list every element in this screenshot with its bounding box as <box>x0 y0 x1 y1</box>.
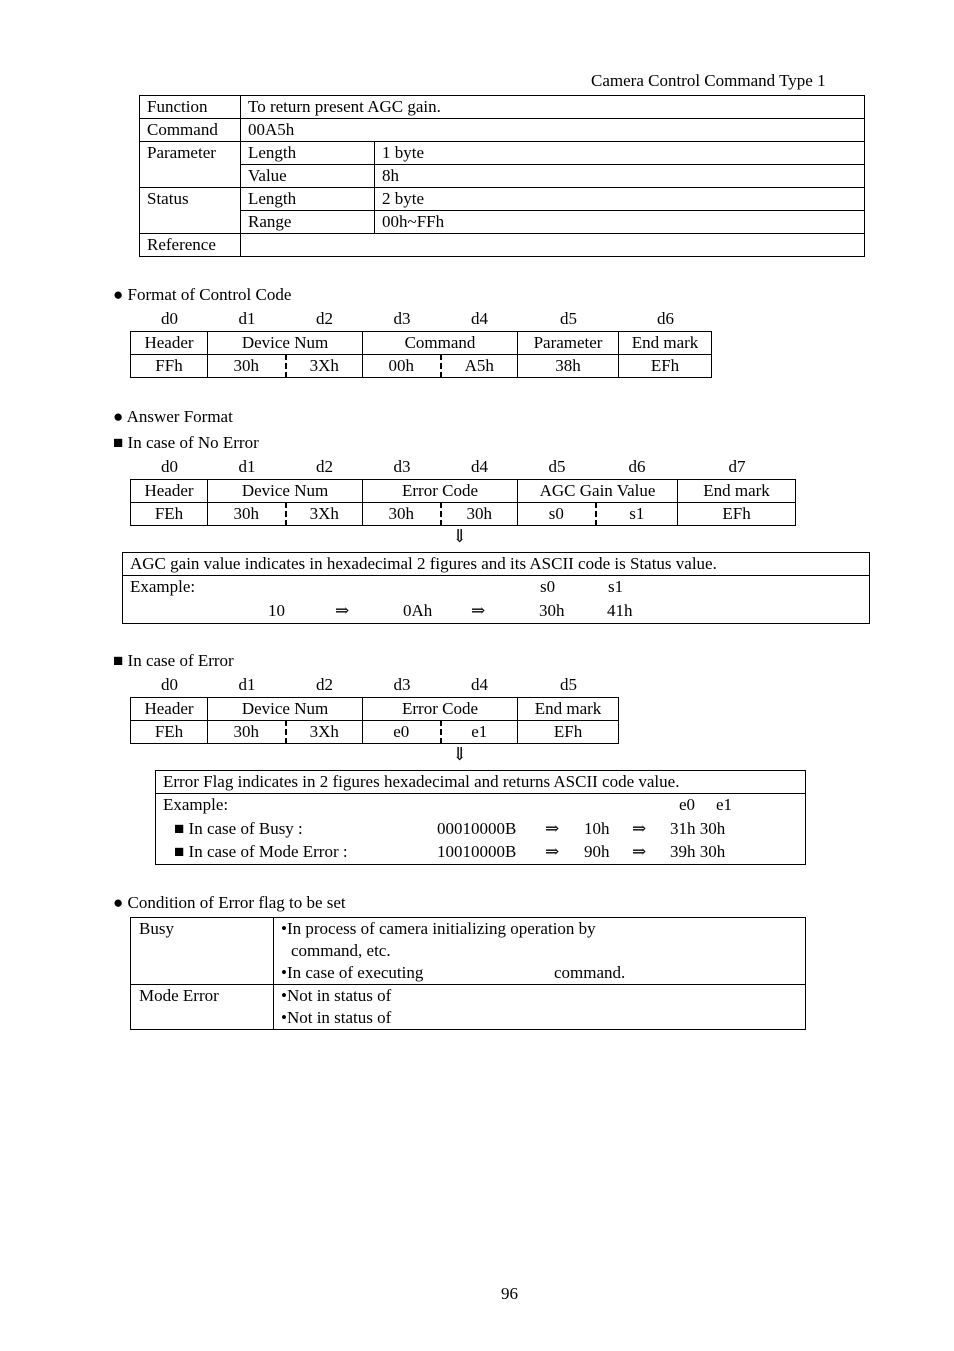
answer-byte-labels <box>131 457 796 477</box>
field-header: Header <box>131 480 208 503</box>
field-header: Header <box>131 332 208 355</box>
value-cell: FFh <box>131 355 208 378</box>
command-spec-table <box>139 95 865 257</box>
value-cell: EFh <box>619 355 712 378</box>
s1-label: s1 <box>608 577 624 596</box>
byte-label: d0 <box>161 675 178 694</box>
function-label: Function <box>140 96 241 119</box>
right-arrow-icon: ⇒ <box>545 819 560 838</box>
condition-busy-label: Busy <box>139 919 174 938</box>
param-value-label: Value <box>241 165 375 188</box>
byte-label: d2 <box>316 309 333 328</box>
busy-example-row: ■ In case of Busy : <box>174 819 303 838</box>
command-value: 00A5h <box>241 119 865 142</box>
byte-label: d0 <box>161 457 178 476</box>
agc-note-box <box>122 552 870 624</box>
condition-busy-line: command. <box>554 963 626 982</box>
binary-value: 10010000B <box>437 842 517 861</box>
byte-label: d3 <box>393 675 411 694</box>
value-cell: 38h <box>518 355 619 378</box>
status-range-label: Range <box>241 211 375 234</box>
field-error-code: Error Code <box>363 480 518 503</box>
ascii-value: 31h 30h <box>670 819 726 838</box>
error-note-box <box>155 770 806 865</box>
byte-label: d4 <box>471 457 488 476</box>
answer-format-heading: ● Answer Format <box>113 407 233 426</box>
value-cell: 30h <box>363 503 441 526</box>
s1-value: 41h <box>607 601 633 620</box>
byte-label: d4 <box>471 309 488 328</box>
value-cell: 30h <box>441 503 518 526</box>
status-range-value: 00h~FFh <box>375 211 865 234</box>
condition-mode-error-label: Mode Error <box>139 986 219 1005</box>
right-arrow-icon: ⇒ <box>545 842 560 861</box>
byte-label: d1 <box>238 309 256 328</box>
square-bullet-icon: ■ <box>113 651 124 670</box>
parameter-label: Parameter <box>140 142 241 188</box>
value-cell: e0 <box>363 721 441 744</box>
byte-label: d0 <box>161 309 178 328</box>
param-length-value: 1 byte <box>375 142 865 165</box>
function-value: To return present AGC gain. <box>241 96 865 119</box>
status-label: Status <box>140 188 241 234</box>
param-value-value: 8h <box>375 165 865 188</box>
error-table <box>130 697 619 744</box>
square-bullet-icon: ■ <box>113 433 124 452</box>
condition-mode-error-line: •Not in status of <box>281 986 392 1005</box>
condition-busy-line: •In case of executing <box>281 963 424 982</box>
circle-bullet-icon: ● <box>113 407 124 426</box>
byte-label: d5 <box>560 309 577 328</box>
hex-value: 0Ah <box>403 601 433 620</box>
binary-value: 00010000B <box>437 819 517 838</box>
control-code-heading: ● Format of Control Code <box>113 285 292 304</box>
answer-no-error-table <box>130 479 796 526</box>
field-device-num: Device Num <box>208 332 363 355</box>
field-parameter: Parameter <box>518 332 619 355</box>
condition-busy-line: •In process of camera initializing operation by <box>281 919 596 938</box>
mode-error-example-row: ■ In case of Mode Error : <box>174 842 348 861</box>
square-bullet-icon: ■ <box>174 842 185 861</box>
error-heading: ■ In case of Error <box>113 651 234 670</box>
command-label: Command <box>140 119 241 142</box>
byte-label: d1 <box>238 457 256 476</box>
down-arrow-icon: ⇓ <box>452 526 468 546</box>
value-cell: FEh <box>131 721 208 744</box>
byte-label: d3 <box>393 309 411 328</box>
decimal-value: 10 <box>268 601 285 620</box>
example-label: Example: <box>163 795 229 814</box>
byte-label: d6 <box>628 457 646 476</box>
value-cell: s0 <box>518 503 596 526</box>
value-cell: 30h <box>208 721 286 744</box>
s0-label: s0 <box>540 577 556 596</box>
reference-value <box>241 234 865 257</box>
condition-busy-line: command, etc. <box>291 941 391 960</box>
field-end-mark: End mark <box>518 698 619 721</box>
value-cell: 30h <box>208 503 286 526</box>
value-cell: e1 <box>441 721 518 744</box>
control-code-table <box>130 331 712 378</box>
right-arrow-icon: ⇒ <box>632 819 647 838</box>
value-cell: EFh <box>678 503 796 526</box>
value-cell: s1 <box>596 503 678 526</box>
field-end-mark: End mark <box>678 480 796 503</box>
value-cell: 30h <box>208 355 286 378</box>
error-note-text: Error Flag indicates in 2 figures hexadecimal and returns ASCII code value. <box>156 771 805 794</box>
value-cell: FEh <box>131 503 208 526</box>
right-arrow-icon: ⇒ <box>471 601 486 620</box>
value-cell: EFh <box>518 721 619 744</box>
conditions-table <box>130 917 806 1030</box>
square-bullet-icon: ■ <box>174 819 185 838</box>
e1-label: e1 <box>716 795 733 814</box>
e0-label: e0 <box>679 795 696 814</box>
s0-value: 30h <box>539 601 565 620</box>
circle-bullet-icon: ● <box>113 285 124 304</box>
error-byte-labels <box>131 675 619 695</box>
ascii-value: 39h 30h <box>670 842 726 861</box>
param-length-label: Length <box>241 142 375 165</box>
field-end-mark: End mark <box>619 332 712 355</box>
field-error-code: Error Code <box>363 698 518 721</box>
status-length-label: Length <box>241 188 375 211</box>
byte-label: d2 <box>316 457 333 476</box>
hex-value: 10h <box>584 819 610 838</box>
right-arrow-icon: ⇒ <box>632 842 647 861</box>
byte-label: d2 <box>316 675 333 694</box>
control-code-byte-labels <box>131 309 712 329</box>
byte-label: d7 <box>728 457 746 476</box>
right-arrow-icon: ⇒ <box>335 601 350 620</box>
field-device-num: Device Num <box>208 480 363 503</box>
value-cell: 3Xh <box>286 503 363 526</box>
reference-label: Reference <box>140 234 241 257</box>
field-device-num: Device Num <box>208 698 363 721</box>
value-cell: 3Xh <box>286 721 363 744</box>
row-divider <box>131 984 805 985</box>
hex-value: 90h <box>584 842 610 861</box>
example-label: Example: <box>130 577 196 596</box>
byte-label: d5 <box>548 457 566 476</box>
page-header-title: Camera Control Command Type 1 <box>591 71 826 90</box>
byte-label: d3 <box>393 457 411 476</box>
condition-mode-error-line: •Not in status of <box>281 1008 392 1027</box>
field-header: Header <box>131 698 208 721</box>
no-error-heading: ■ In case of No Error <box>113 433 259 452</box>
byte-label: d1 <box>238 675 256 694</box>
conditions-heading: ● Condition of Error flag to be set <box>113 893 346 912</box>
down-arrow-icon: ⇓ <box>452 744 468 764</box>
field-command: Command <box>363 332 518 355</box>
value-cell: 00h <box>363 355 441 378</box>
value-cell: 3Xh <box>286 355 363 378</box>
page-number: 96 <box>501 1284 518 1303</box>
column-divider <box>273 918 274 1029</box>
circle-bullet-icon: ● <box>113 893 124 912</box>
agc-note-text: AGC gain value indicates in hexadecimal 2 figures and its ASCII code is Status value. <box>123 553 869 576</box>
status-length-value: 2 byte <box>375 188 865 211</box>
field-agc-gain-value: AGC Gain Value <box>518 480 678 503</box>
value-cell: A5h <box>441 355 518 378</box>
byte-label: d5 <box>560 675 577 694</box>
byte-label: d4 <box>471 675 488 694</box>
byte-label: d6 <box>657 309 674 328</box>
